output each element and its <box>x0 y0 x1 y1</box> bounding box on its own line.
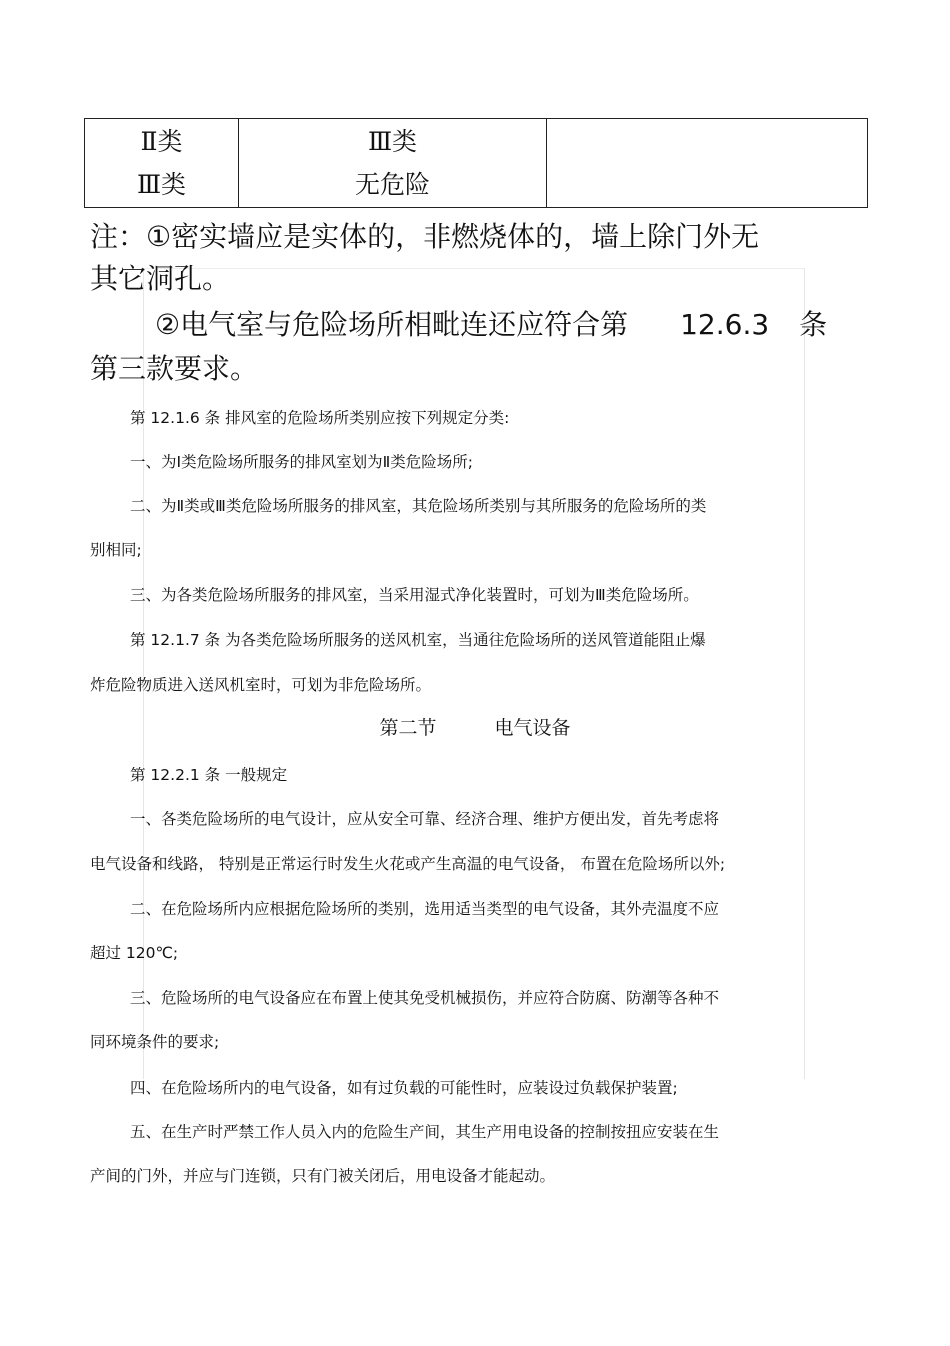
rule-5-line-2: 产间的门外，并应与门连锁，只有门被关闭后，用电设备才能起动。 <box>90 1167 556 1185</box>
clause-12-1-7-line-1: 第 12.1.7 条 为各类危险场所服务的送风机室，当通往危险场所的送风管道能阻止爆 <box>130 631 706 649</box>
clause-12-1-7-line-2: 炸危险物质进入送风机室时，可划为非危险场所。 <box>90 676 432 694</box>
item-2-line-2: 别相同; <box>90 541 142 559</box>
hazard-class-table <box>84 118 868 208</box>
note-line-3 <box>155 308 827 342</box>
note-clause-number: 12.6.3 <box>680 308 770 341</box>
scan-frame-line <box>143 268 805 1079</box>
section-title: 电气设备 <box>494 717 571 739</box>
item-1: 一、为Ⅰ类危险场所服务的排风室划为Ⅱ类危险场所; <box>130 453 473 471</box>
note-line-1: 注：①密实墙应是实体的，非燃烧体的，墙上除门外无 <box>90 220 760 253</box>
section-number: 第二节 <box>379 717 437 739</box>
item-3: 三、为各类危险场所服务的排风室，当采用湿式净化装置时，可划为Ⅲ类危险场所。 <box>130 586 699 604</box>
table-cell-col3 <box>547 119 868 208</box>
table-cell-line: 无危险 <box>354 170 430 199</box>
note-line-3-text: ②电气室与危险场所相毗连还应符合第 <box>155 308 629 341</box>
rule-1-line-1: 一、各类危险场所的电气设计，应从安全可靠、经济合理、维护方便出发，首先考虑将 <box>130 810 720 828</box>
clause-12-2-1: 第 12.2.1 条 一般规定 <box>130 766 288 784</box>
rule-1-line-2: 电气设备和线路， 特别是正常运行时发生火花或产生高温的电气设备， 布置在危险场所以外; <box>90 855 726 873</box>
rule-2-line-1: 二、在危险场所内应根据危险场所的类别，选用适当类型的电气设备，其外壳温度不应 <box>130 900 720 918</box>
table-cell-line: Ⅲ类 <box>367 127 418 156</box>
item-2-line-1: 二、为Ⅱ类或Ⅲ类危险场所服务的排风室，其危险场所类别与其所服务的危险场所的类 <box>130 497 707 515</box>
note-line-4: 第三款要求。 <box>90 352 259 385</box>
table-cell-line: Ⅱ类 <box>140 127 183 156</box>
table-cell-col2 <box>239 119 547 208</box>
rule-3-line-2: 同环境条件的要求; <box>90 1033 220 1051</box>
note-clause-word: 条 <box>799 308 828 341</box>
table-cell-col1 <box>85 119 239 208</box>
rule-4: 四、在危险场所内的电气设备，如有过负载的可能性时，应装设过负载保护装置; <box>130 1079 678 1097</box>
clause-12-1-6: 第 12.1.6 条 排风室的危险场所类别应按下列规定分类: <box>130 409 510 427</box>
note-line-2: 其它洞孔。 <box>90 262 231 295</box>
section-heading <box>0 716 950 740</box>
table-row <box>85 119 868 208</box>
rule-5-line-1: 五、在生产时严禁工作人员入内的危险生产间，其生产用电设备的控制按扭应安装在生 <box>130 1123 720 1141</box>
table-cell-line: Ⅲ类 <box>136 170 187 199</box>
rule-3-line-1: 三、危险场所的电气设备应在布置上使其免受机械损伤，并应符合防腐、防潮等各种不 <box>130 989 720 1007</box>
rule-2-line-2: 超过 120℃; <box>90 944 179 962</box>
